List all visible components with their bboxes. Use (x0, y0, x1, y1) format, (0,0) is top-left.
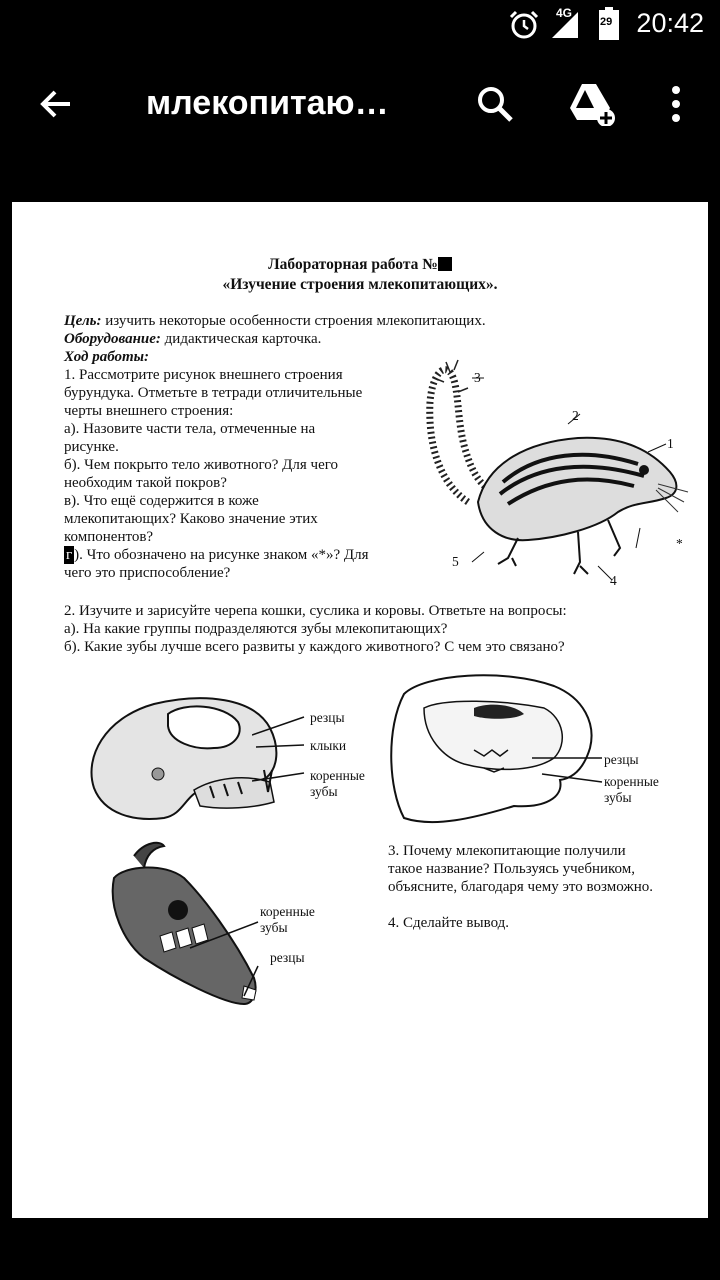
search-button[interactable] (467, 76, 523, 132)
task1-line: чего это приспособление? (64, 565, 231, 581)
network-type: 4G (556, 6, 573, 20)
chipmunk-label: 1 (667, 436, 674, 451)
signal-icon (552, 12, 578, 38)
document-page[interactable] (12, 202, 708, 1218)
redacted-block (438, 257, 452, 271)
task1-g-line (64, 546, 369, 564)
task1-line: рисунке. (64, 439, 119, 455)
task1-line: в). Что ещё содержится в коже (64, 493, 259, 509)
status-bar (0, 0, 720, 48)
task1-line: черты внешнего строения: (64, 403, 234, 419)
equipment-text: дидактическая карточка. (160, 331, 322, 347)
task2-line: а). На какие группы подразделяются зубы млекопитающих? (64, 621, 448, 637)
task2-line: 2. Изучите и зарисуйте черепа кошки, суслика и коровы. Ответьте на вопросы: (64, 603, 567, 619)
back-arrow-icon (38, 86, 74, 122)
task4-line: 4. Сделайте вывод. (388, 915, 510, 931)
cow-label: резцы (270, 950, 305, 965)
gopher-label: резцы (604, 752, 639, 767)
back-button[interactable] (28, 76, 84, 132)
goal-line (64, 312, 486, 330)
task3-line: объясните, благодаря чему это возможно. (388, 879, 653, 895)
chipmunk-label: 2 (572, 408, 579, 423)
task2-line: б). Какие зубы лучше всего развиты у каждого животного? С чем это связано? (64, 639, 565, 655)
equipment-line (64, 330, 321, 348)
more-options-button[interactable] (648, 76, 704, 132)
equipment-label: Оборудование: (64, 331, 161, 347)
goal-label: Цель: (64, 313, 102, 329)
document-title: млекопитаю… (146, 84, 389, 122)
goal-text: изучить некоторые особенности строения млекопитающих. (101, 313, 486, 329)
task1-line: необходим такой покров? (64, 475, 227, 491)
battery-level: 29 (600, 16, 613, 28)
procedure-label: Ход работы: (64, 349, 150, 365)
heading-line-1 (12, 256, 708, 274)
cow-label: зубы (260, 920, 288, 935)
task3-line: 3. Почему млекопитающие получили (388, 843, 626, 859)
chipmunk-label: * (676, 536, 683, 551)
gopher-skull-illustration (384, 668, 620, 828)
cat-label: клыки (310, 738, 347, 753)
drive-add-icon (568, 82, 616, 126)
highlighted-marker: г (66, 547, 73, 563)
task3-line: такое название? Пользуясь учебником, (388, 861, 636, 877)
alarm-icon (508, 9, 540, 41)
gopher-pointer-lines (532, 752, 604, 792)
more-vert-icon (670, 84, 682, 124)
heading-1-text: Лабораторная работа № (268, 256, 438, 273)
status-time: 20:42 (636, 8, 704, 38)
task1-line: 1. Рассмотрите рисунок внешнего строения (64, 367, 343, 383)
heading-line-2: «Изучение строения млекопитающих». (222, 276, 498, 293)
task1-line: бурундука. Отметьте в тетради отличительные (64, 385, 363, 401)
chipmunk-label: 5 (452, 554, 459, 569)
cat-label: зубы (310, 784, 338, 799)
task1-line: млекопитающих? Каково значение этих (64, 511, 318, 527)
add-to-drive-button[interactable] (564, 76, 620, 132)
search-icon (475, 84, 515, 124)
gopher-label: коренные (604, 774, 659, 789)
task1-line: а). Назовите части тела, отмеченные на (64, 421, 316, 437)
chipmunk-label: 4 (610, 573, 617, 588)
task1-line: б). Чем покрыто тело животного? Для чего (64, 457, 339, 473)
task1-line: компонентов? (64, 529, 154, 545)
cow-pointer-lines (182, 918, 262, 998)
cat-pointer-lines (252, 707, 308, 787)
cat-label: коренные (310, 768, 365, 783)
cow-label: коренные (260, 904, 315, 919)
chipmunk-label: 3 (474, 370, 481, 385)
cat-label: резцы (310, 710, 345, 725)
gopher-label: зубы (604, 790, 632, 805)
task1-g-text: ). Что обозначено на рисунке знаком «*»? Для (74, 547, 369, 563)
